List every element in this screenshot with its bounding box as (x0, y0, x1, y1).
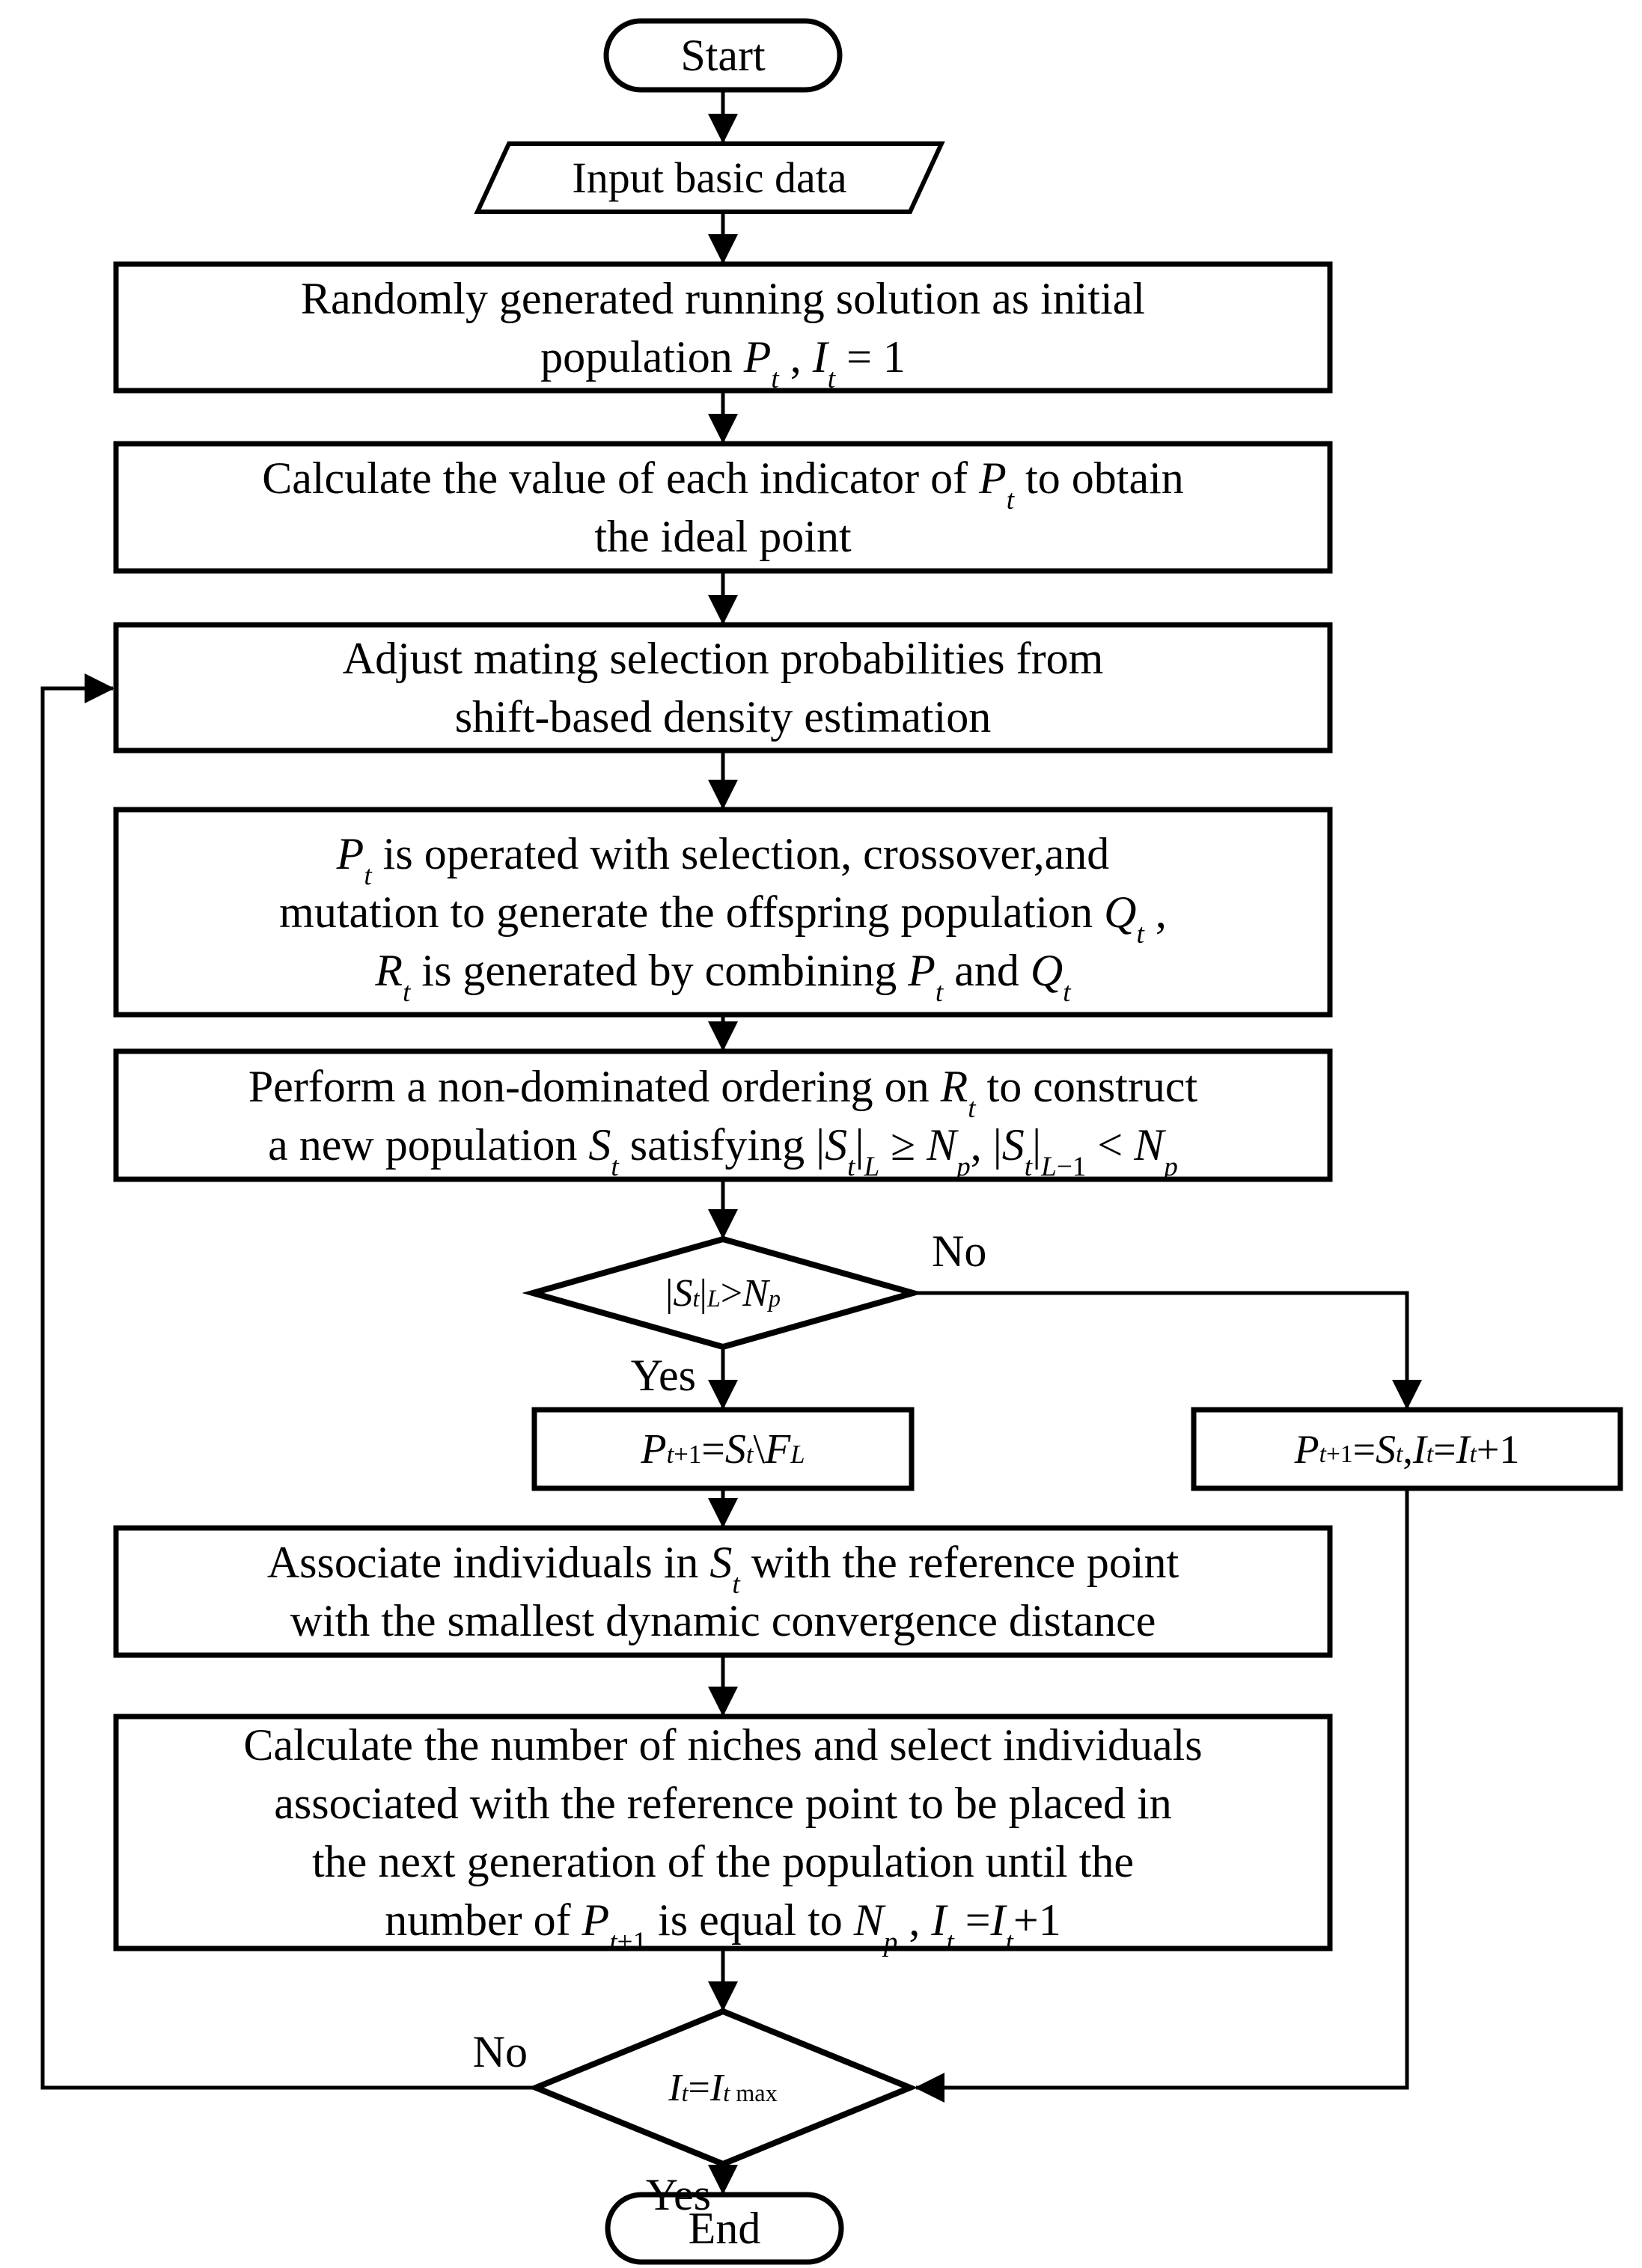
process-carry-population-label: P $_{t +1}$ = S $_t$ , I $_t$ = I $_t$ +1 (1294, 1426, 1520, 1472)
input-node-label: Input basic data (572, 153, 847, 202)
process-init-population-text (116, 264, 1330, 394)
end-node-label: End (688, 2203, 761, 2253)
process-associate-text (116, 1528, 1330, 1655)
edge-label-yes-1: Yes (630, 1350, 696, 1400)
process-line: the next generation of the population until the (311, 1837, 1135, 1886)
process-generate-offspring-text (116, 810, 1330, 1015)
process-trim-population-label: P $_{t +1}$ = S $_t$ \ F $_L$ (641, 1425, 805, 1473)
process-line: population $P_t$ , $I_t = 1$ (540, 331, 906, 394)
process-niche-selection-text (116, 1717, 1330, 1958)
edge-label-yes-2: Yes (645, 2169, 711, 2219)
process-line: Adjust mating selection probabilities from (342, 634, 1104, 683)
process-line: shift-based density estimation (454, 692, 992, 742)
process-line: $R_t$ is generated by combining $P_t$ and $Q_t$ (375, 946, 1071, 1009)
decision-size-label: | S $_t$ | $_L$ > N $_p$ (665, 1271, 781, 1315)
process-adjust-mating-text (116, 625, 1330, 751)
start-node-label: Start (680, 30, 766, 80)
process-line: $P_t$ is operated with selection, crossover,and (336, 829, 1110, 892)
process-calc-indicator-text (116, 444, 1330, 571)
process-line: Perform a non-dominated ordering on $R_t$ to construct (248, 1061, 1198, 1124)
process-nondominated-ordering-text (116, 1051, 1330, 1182)
decision-iteration-label: I $_t$ = I $_{t max}$ (668, 2066, 778, 2109)
process-line: Calculate the number of niches and select individuals (243, 1720, 1203, 1770)
process-line: the ideal point (594, 512, 852, 561)
process-line: mutation to generate the offspring population $Q_t$ , (279, 887, 1167, 950)
process-line: number of $P_{t+1}$ is equal to $N_p$ , $I_t =I_t+1$ (385, 1895, 1061, 1958)
process-line: Calculate the value of each indicator of $P_t$ to obtain (262, 453, 1184, 516)
process-line: Randomly generated running solution as initial (300, 273, 1146, 323)
edge-label-no-2: No (472, 2026, 528, 2076)
edge-label-no-1: No (932, 1226, 987, 1276)
arrow-decision-no-to-carry (913, 1293, 1407, 1408)
process-line: Associate individuals in $S_t$ with the reference point (266, 1538, 1179, 1601)
process-line: with the smallest dynamic convergence distance (290, 1596, 1156, 1645)
process-line: a new population $S_t$ satisfying $|S_t|_L \ge N_p$, $|S_t|_{L-1} < N_p$ (268, 1119, 1178, 1182)
process-line: associated with the reference point to be placed in (274, 1779, 1172, 1828)
